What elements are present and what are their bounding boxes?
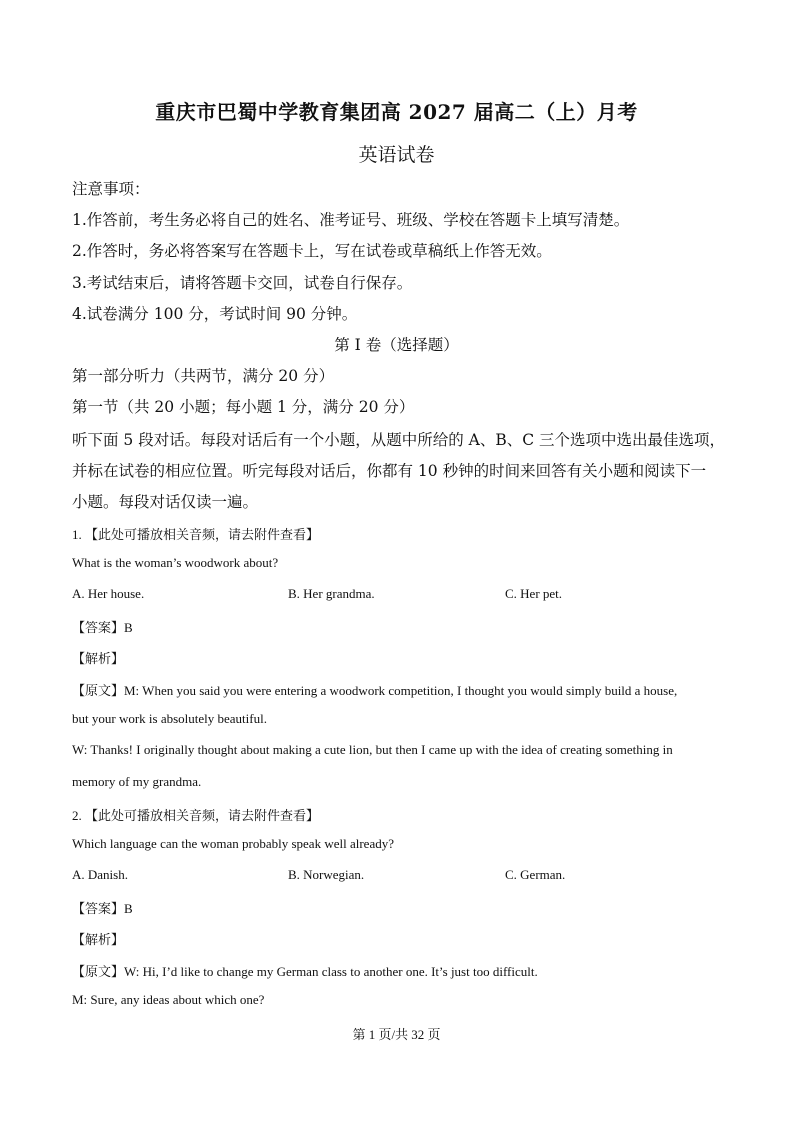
question-number-line: 1. 【此处可播放相关音频，请去附件查看】 — [72, 527, 320, 542]
transcript-line: M: Sure, any ideas about which one? — [72, 992, 265, 1007]
volume-title: 第 I 卷（选择题） — [334, 336, 459, 354]
question-text: Which language can the woman probably speak well already? — [72, 836, 394, 851]
transcript-line: but your work is absolutely beautiful. — [72, 711, 267, 726]
transcript-line: W: Thanks! I originally thought about making a cute lion, but then I came up with the idea of creating something in — [72, 742, 673, 757]
answer-label: 【答案】B — [72, 901, 133, 916]
instruction-line: 并标在试卷的相应位置。听完每段对话后，你都有 10 秒钟的时间来回答有关小题和阅读下一 — [72, 462, 707, 480]
transcript-line: 【原文】W: Hi, I’d like to change my German class to another one. It’s just too difficult. — [72, 964, 538, 979]
instruction-line: 听下面 5 段对话。每段对话后有一个小题，从题中所给的 A、B、C 三个选项中选出最佳选项， — [72, 431, 726, 449]
option-b: B. Norwegian. — [288, 867, 365, 882]
exam-subtitle: 英语试卷 — [358, 144, 435, 166]
notice-item: 2.作答时，务必将答案写在答题卡上，写在试卷或草稿纸上作答无效。 — [72, 242, 552, 260]
question-text: What is the woman’s woodwork about? — [72, 555, 279, 570]
option-a: A. Her house. — [72, 586, 145, 601]
option-b: B. Her grandma. — [288, 586, 375, 601]
notice-item: 4.试卷满分 100 分，考试时间 90 分钟。 — [72, 305, 358, 323]
question-number-line: 2. 【此处可播放相关音频，请去附件查看】 — [72, 808, 320, 823]
analysis-label: 【解析】 — [72, 651, 125, 666]
notice-heading: 注意事项： — [72, 180, 150, 198]
instruction-line: 小题。每段对话仅读一遍。 — [72, 493, 259, 511]
notice-item: 1.作答前，考生务必将自己的姓名、准考证号、班级、学校在答题卡上填写清楚。 — [72, 211, 630, 229]
answer-label: 【答案】B — [72, 620, 133, 635]
option-a: A. Danish. — [72, 867, 128, 882]
option-c: C. German. — [505, 867, 566, 882]
page-number: 第 1 页/共 32 页 — [352, 1027, 441, 1042]
transcript-line: 【原文】M: When you said you were entering a woodwork competition, I thought you would simply build a house, — [72, 683, 678, 698]
part-title: 第一部分听力（共两节，满分 20 分） — [72, 367, 335, 385]
analysis-label: 【解析】 — [72, 932, 125, 947]
option-c: C. Her pet. — [505, 586, 563, 601]
exam-title: 重庆市巴蜀中学教育集团高 2027 届高二（上）月考 — [155, 100, 638, 124]
transcript-line: memory of my grandma. — [72, 774, 202, 789]
notice-item: 3.考试结束后，请将答题卡交回，试卷自行保存。 — [72, 274, 413, 292]
section-title: 第一节（共 20 小题；每小题 1 分，满分 20 分） — [72, 398, 415, 416]
